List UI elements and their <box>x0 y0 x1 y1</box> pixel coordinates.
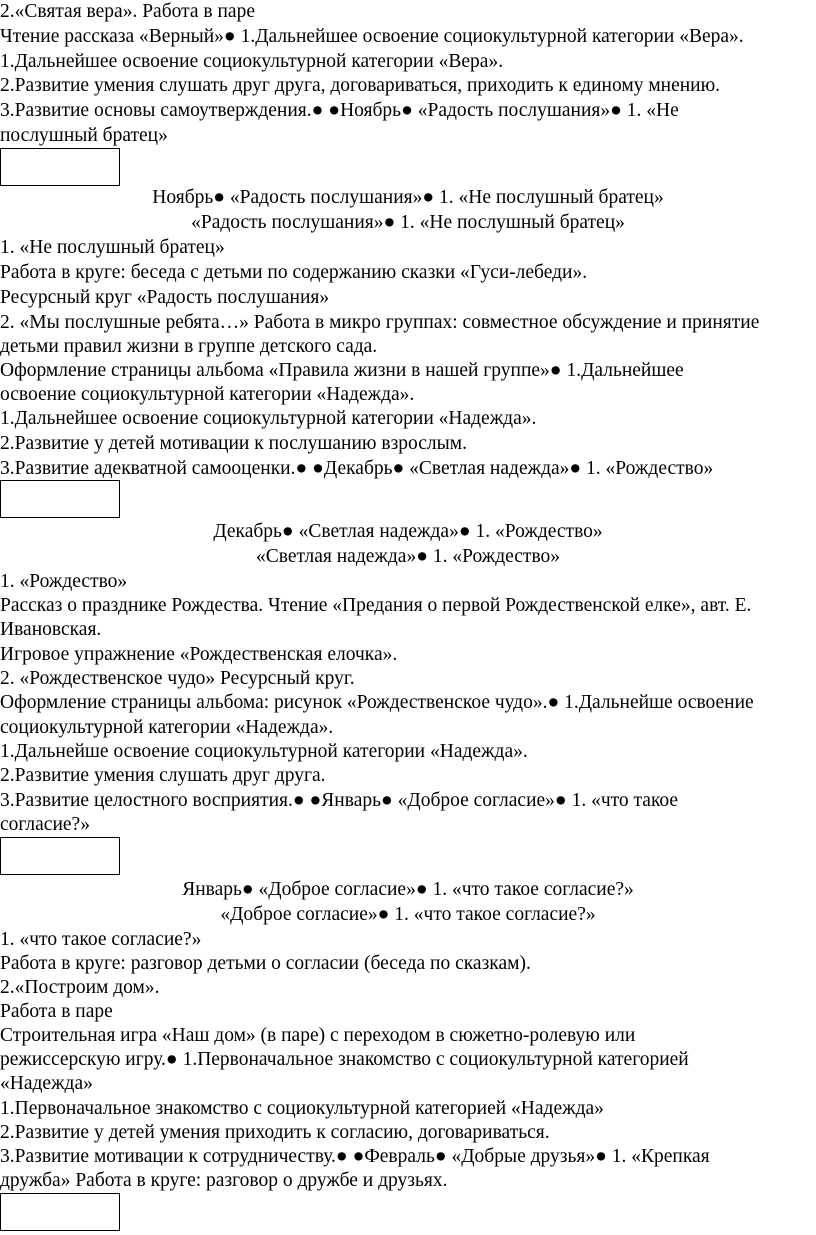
centered-heading: Ноябрь● «Радость послушания»● 1. «Не послушный братец» <box>152 187 664 208</box>
text-line: 2.Развитие у детей мотивации к послушанию взрослым. <box>0 433 467 454</box>
text-line: 2.Развитие умения слушать друг друга. <box>0 765 326 786</box>
text-line: 1.Дальнейше освоение социокультурной категории «Надежда». <box>0 741 528 762</box>
text-line: 2. «Мы послушные ребята…» Работа в микро группах: совместное обсуждение и принятие <box>0 312 760 333</box>
text-line: 1.Дальнейшее освоение социокультурной категории «Надежда». <box>0 408 537 429</box>
text-line: 3.Развитие целостного восприятия.● ●Январь● «Доброе согласие»● 1. «что такое <box>0 790 679 811</box>
text-line: Оформление страницы альбома: рисунок «Рождественское чудо».● 1.Дальнейше освоение <box>0 692 754 713</box>
text-line: 1.Первоначальное знакомство с социокультурной категорией «Надежда» <box>0 1098 604 1119</box>
text-line: режиссерскую игру.● 1.Первоначальное знакомство с социокультурной категорией <box>0 1049 689 1070</box>
text-line: Ивановская. <box>0 619 102 640</box>
text-line: 3.Развитие адекватной самооценки.● ●Декабрь● «Светлая надежда»● 1. «Рождество» <box>0 458 714 479</box>
text-line: 1.Дальнейшее освоение социокультурной категории «Вера». <box>0 51 504 72</box>
text-line: Игровое упражнение «Рождественская елочка». <box>0 644 398 665</box>
text-line: 2.«Построим дом». <box>0 977 160 998</box>
text-line: Работа в паре <box>0 1001 113 1022</box>
empty-box <box>0 148 120 186</box>
text-line: «Надежда» <box>0 1073 93 1094</box>
text-line: социокультурной категории «Надежда». <box>0 717 334 738</box>
text-line: послушный братец» <box>0 125 168 146</box>
empty-box <box>0 480 120 518</box>
empty-box <box>0 1193 120 1231</box>
text-line: 2.«Святая вера». Работа в паре <box>0 1 255 22</box>
empty-box <box>0 837 120 875</box>
text-line: 2.Развитие умения слушать друг друга, договариваться, приходить к единому мнению. <box>0 75 721 96</box>
text-line: 1. «Не послушный братец» <box>0 237 225 258</box>
centered-heading: «Радость послушания»● 1. «Не послушный братец» <box>191 212 625 233</box>
text-line: освоение социокультурной категории «Надежда». <box>0 384 415 405</box>
text-line: Ресурсный круг «Радость послушания» <box>0 287 330 308</box>
centered-heading: «Доброе согласие»● 1. «что такое согласие?» <box>220 904 596 925</box>
centered-heading: Декабрь● «Светлая надежда»● 1. «Рождество» <box>213 521 603 542</box>
text-line: детьми правил жизни в группе детского сада. <box>0 336 378 357</box>
text-line: Строительная игра «Наш дом» (в паре) с переходом в сюжетно-ролевую или <box>0 1025 636 1046</box>
text-line: Чтение рассказа «Верный»● 1.Дальнейшее освоение социокультурной категории «Вера». <box>0 26 744 47</box>
text-line: Рассказ о празднике Рождества. Чтение «Предания о первой Рождественской елке», авт. Е. <box>0 595 752 616</box>
text-line: Работа в круге: беседа с детьми по содержанию сказки «Гуси-лебеди». <box>0 262 588 283</box>
text-line: 2. «Рождественское чудо» Ресурсный круг. <box>0 668 355 689</box>
text-line: дружба» Работа в круге: разговор о дружбе и друзьях. <box>0 1170 448 1191</box>
text-line: 3.Развитие основы самоутверждения.● ●Ноябрь● «Радость послушания»● 1. «Не <box>0 100 679 121</box>
centered-heading: «Светлая надежда»● 1. «Рождество» <box>255 546 561 567</box>
text-line: согласие?» <box>0 814 90 835</box>
text-line: Работа в круге: разговор детьми о согласии (беседа по сказкам). <box>0 953 531 974</box>
centered-heading: Январь● «Доброе согласие»● 1. «что такое согласие?» <box>182 879 634 900</box>
text-line: Оформление страницы альбома «Правила жизни в нашей группе»● 1.Дальнейшее <box>0 360 684 381</box>
text-line: 3.Развитие мотивации к сотрудничеству.● ●Февраль● «Добрые друзья»● 1. «Крепкая <box>0 1146 710 1167</box>
text-line: 2.Развитие у детей умения приходить к согласию, договариваться. <box>0 1122 550 1143</box>
text-line: 1. «что такое согласие?» <box>0 929 202 950</box>
text-line: 1. «Рождество» <box>0 571 128 592</box>
